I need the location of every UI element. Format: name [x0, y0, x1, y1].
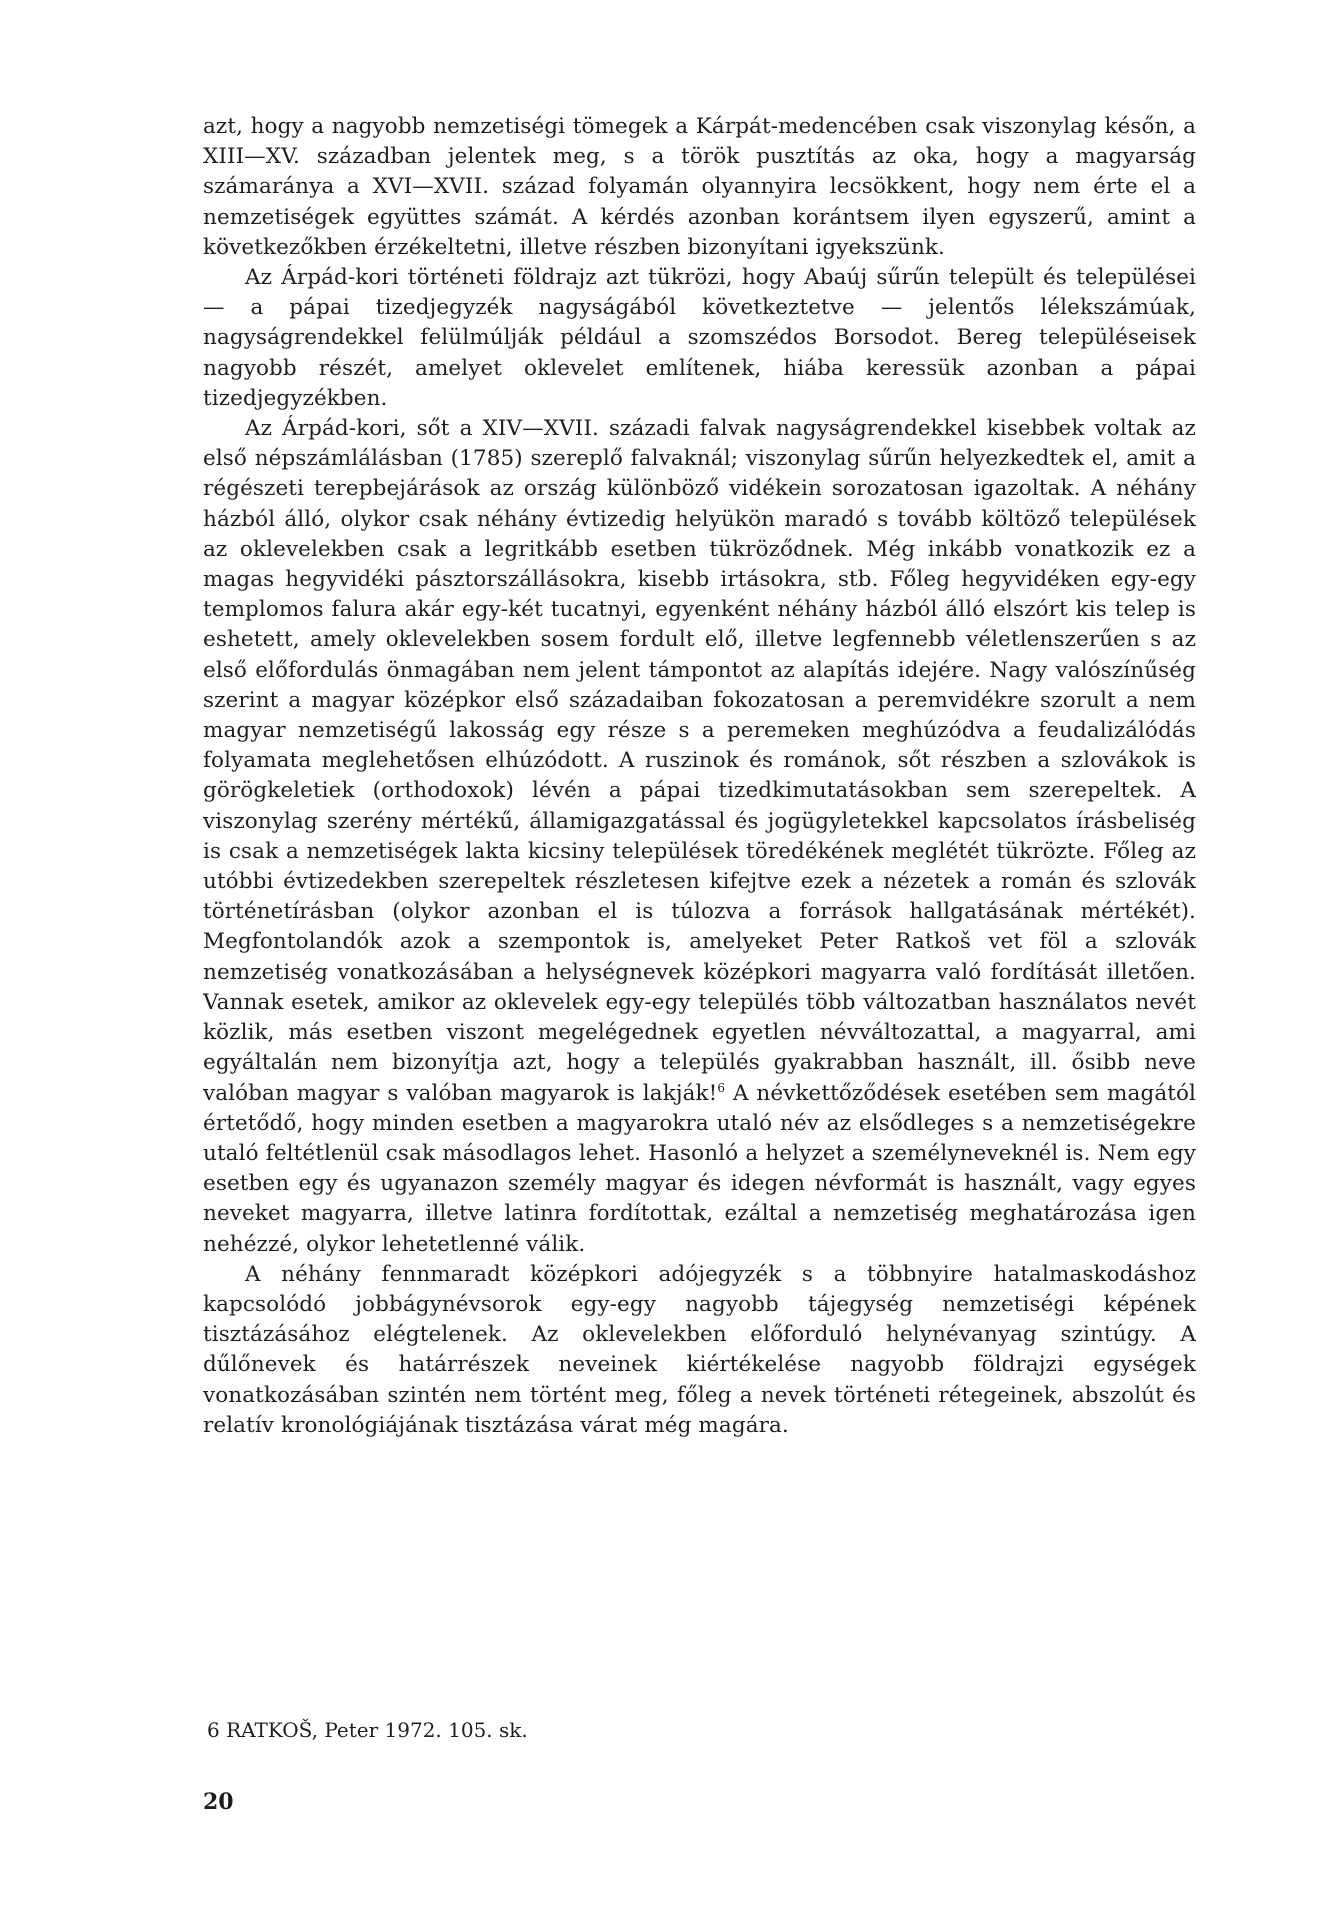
paragraph-2: Az Árpád-kori történeti földrajz azt tükrözi, hogy Abaúj sűrűn települt és települései — a pápai tizedjegyzék nagyságából következtetve — jelentős lélekszámúak, nagyságrendekkel felülmúlják például a szomszédos Borsodot. Bereg településeisek nagyobb részét, amelyet oklevelet említenek, hiába keressük azonban a pápai tizedjegyzékben. [203, 265, 1196, 411]
paragraph-1: azt, hogy a nagyobb nemzetiségi tömegek a Kárpát-medencében csak viszonylag későn, a XIII—XV. században jelentek meg, s a török pusztítás az oka, hogy a magyarság számaránya a XVI—XVII. század folyamán olyannyira lecsökkent, hogy nem érte el a nemzetiségek együttes számát. A kérdés azonban korántsem ilyen egyszerű, amint a következőkben érzékeltetni, illetve részben bizonyítani igyekszünk. [203, 114, 1196, 260]
footnote-reference: 6 [717, 1080, 726, 1095]
body-text [203, 112, 1196, 1441]
page-number: 20 [203, 1789, 234, 1815]
footnote: 6 RATKOŠ, Peter 1972. 105. sk. [207, 1718, 528, 1742]
paragraph-3 [203, 414, 1196, 1260]
paragraph-3-part-1: Az Árpád-kori, sőt a XIV—XVII. századi falvak nagyságrendekkel kisebbek voltak az első népszámlálásban (1785) szereplő falvaknál; viszonylag sűrűn helyezkedtek el, amit a régészeti terepbejárások az ország különböző vidékein sorozatosan igazoltak. A néhány házból álló, olykor csak néhány évtizedig helyükön maradó s tovább költöző települések az oklevelekben csak a legritkább esetben tükröződnek. Még inkább vonatkozik ez a magas hegyvidéki pásztorszállásokra, kisebb irtásokra, stb. Főleg hegyvidéken egy-egy templomos falura akár egy-két tucatnyi, egyenként néhány házból álló elszórt kis telep is eshetett, amely oklevelekben sosem fordult elő, illetve legfennebb véletlenszerűen s az első előfordulás önmagában nem jelent támpontot az alapítás idejére. Nagy valószínűség szerint a magyar középkor első századaiban fokozatosan a peremvidékre szorult a nem magyar nemzetiségű lakosság egy része s a peremeken meghúzódva a feudalizálódás folyamata meglehetősen elhúzódott. A ruszinok és románok, sőt részben a szlovákok is görögkeletiek (orthodoxok) lévén a pápai tizedkimutatásokban sem szerepeltek. A viszonylag szerény mértékű, államigazgatással és jogügyletekkel kapcsolatos írásbeliség is csak a nemzetiségek lakta kicsiny települések töredékének meglétét tükrözte. Főleg az utóbbi évtizedekben szerepeltek részletesen kifejtve ezek a nézetek a román és szlovák történetírásban (olykor azonban el is túlozva a források hallgatásának mértékét). Megfontolandók azok a szempontok is, amelyeket Peter Ratkoš vet föl a szlovák nemzetiség vonatkozásában a helységnevek középkori magyarra való fordítását illetően. Vannak esetek, amikor az oklevelek egy-egy település több változatban használatos nevét közlik, más esetben viszont megelégednek egyetlen névváltozattal, a magyarral, ami egyáltalán nem bizonyítja azt, hogy a település gyakrabban használt, ill. ősibb neve valóban magyar s valóban magyarok is lakják! [203, 416, 1196, 1106]
paragraph-4: A néhány fennmaradt középkori adójegyzék s a többnyire hatalmaskodáshoz kapcsolódó jobbágynévsorok egy-egy nagyobb tájegység nemzetiségi képének tisztázásához elégtelenek. Az oklevelekben előforduló helynévanyag szintúgy. A dűlőnevek és határrészek neveinek kiértékelése nagyobb földrajzi egységek vonatkozásában szintén nem történt meg, főleg a nevek történeti rétegeinek, abszolút és relatív kronológiájának tisztázása várat még magára. [203, 1261, 1196, 1438]
paragraph-3-part-2: A névkettőződések esetében sem magától értetődő, hogy minden esetben a magyarokra utaló név az elsődleges s a nemzetiségekre utaló feltétlenül csak másodlagos lehet. Hasonló a helyzet a személyneveknél is. Nem egy esetben egy és ugyanazon személy magyar és idegen névformát is használt, vagy egyes neveket magyarra, illetve latinra fordítottak, ezáltal a nemzetiség meghatározása igen nehézzé, olykor lehetetlenné válik. [203, 1080, 1196, 1257]
